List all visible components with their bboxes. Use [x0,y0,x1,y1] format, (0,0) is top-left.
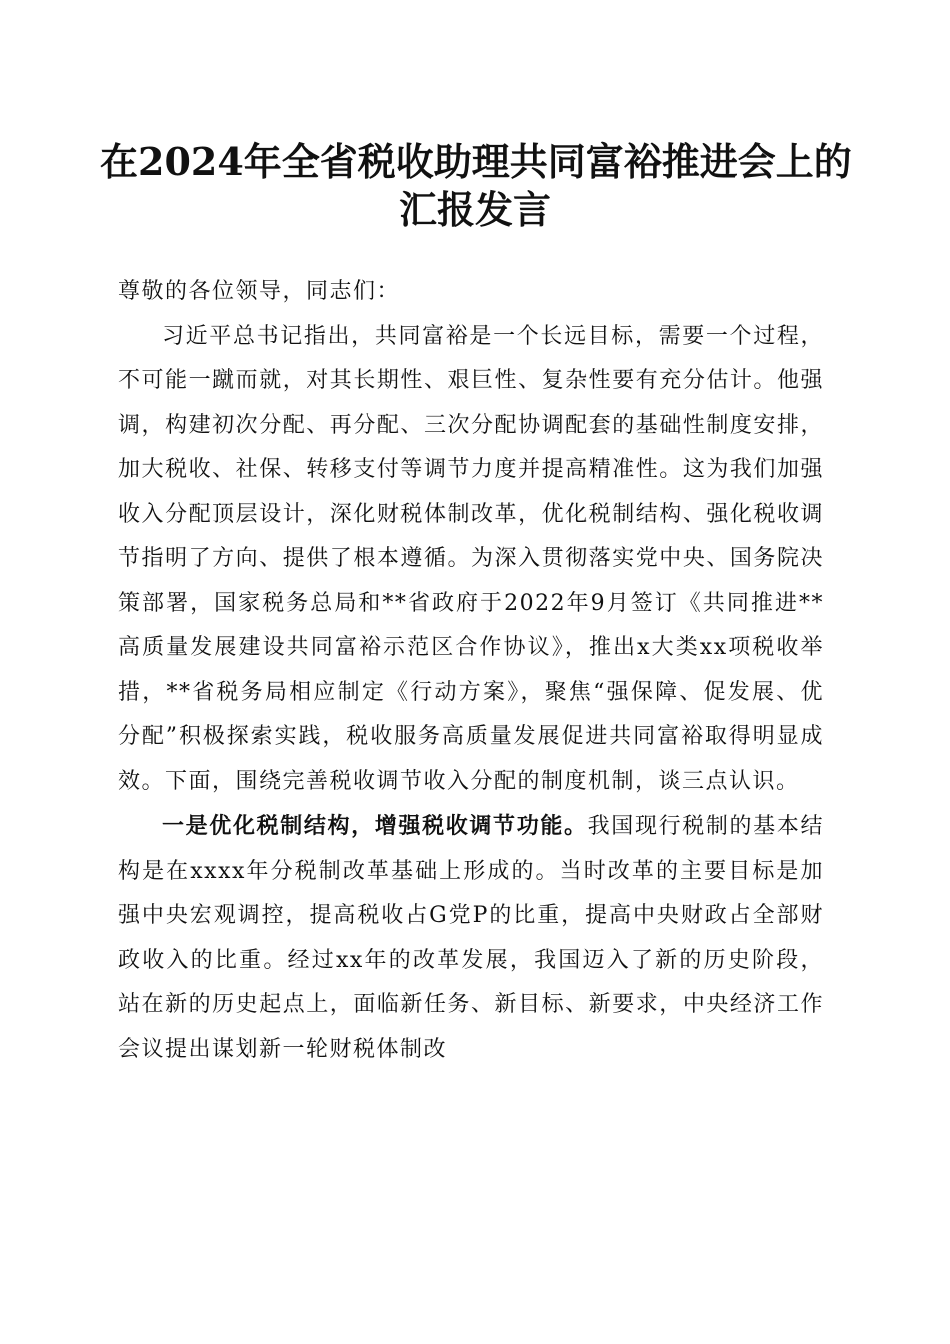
paragraph-2 [118,804,824,1072]
document-body [118,270,824,1072]
salutation: 尊敬的各位领导，同志们： [118,279,401,304]
title-line-1: 在2024年全省税收助理共同富裕推进会上的 [100,139,852,184]
title-line-2: 汇报发言 [398,187,551,232]
paragraph-2-text: 我国现行税制的基本结构是在xxxx年分税制改革基础上形成的。当时改革的主要目标是加强中央宏观调控，提高税收占G党P的比重，提高中央财政占全部财政收入的比重。经过xx年的改革发展，我国迈入了新的历史阶段，站在新的历史起点上，面临新任务、新目标、新要求，中央经济工作会议提出谋划新一轮财税体制改 [118,814,824,1062]
paragraph-1: 习近平总书记指出，共同富裕是一个长远目标，需要一个过程，不可能一蹴而就，对其长期性、艰巨性、复杂性要有充分估计。他强调，构建初次分配、再分配、三次分配协调配套的基础性制度安排，加大税收、社保、转移支付等调节力度并提高精准性。这为我们加强收入分配顶层设计，深化财税体制改革，优化税制结构、强化税收调节指明了方向、提供了根本遵循。为深入贯彻落实党中央、国务院决策部署，国家税务总局和**省政府于2022年9月签订《共同推进**高质量发展建设共同富裕示范区合作协议》，推出x大类xx项税收举措，**省税务局相应制定《行动方案》，聚焦“强保障、促发展、优分配”积极探索实践，税收服务高质量发展促进共同富裕取得明显成效。下面，围绕完善税收调节收入分配的制度机制，谈三点认识。 [118,323,824,794]
document-title [100,138,850,234]
paragraph-2-lead: 一是优化税制结构，增强税收调节功能。 [162,813,588,839]
